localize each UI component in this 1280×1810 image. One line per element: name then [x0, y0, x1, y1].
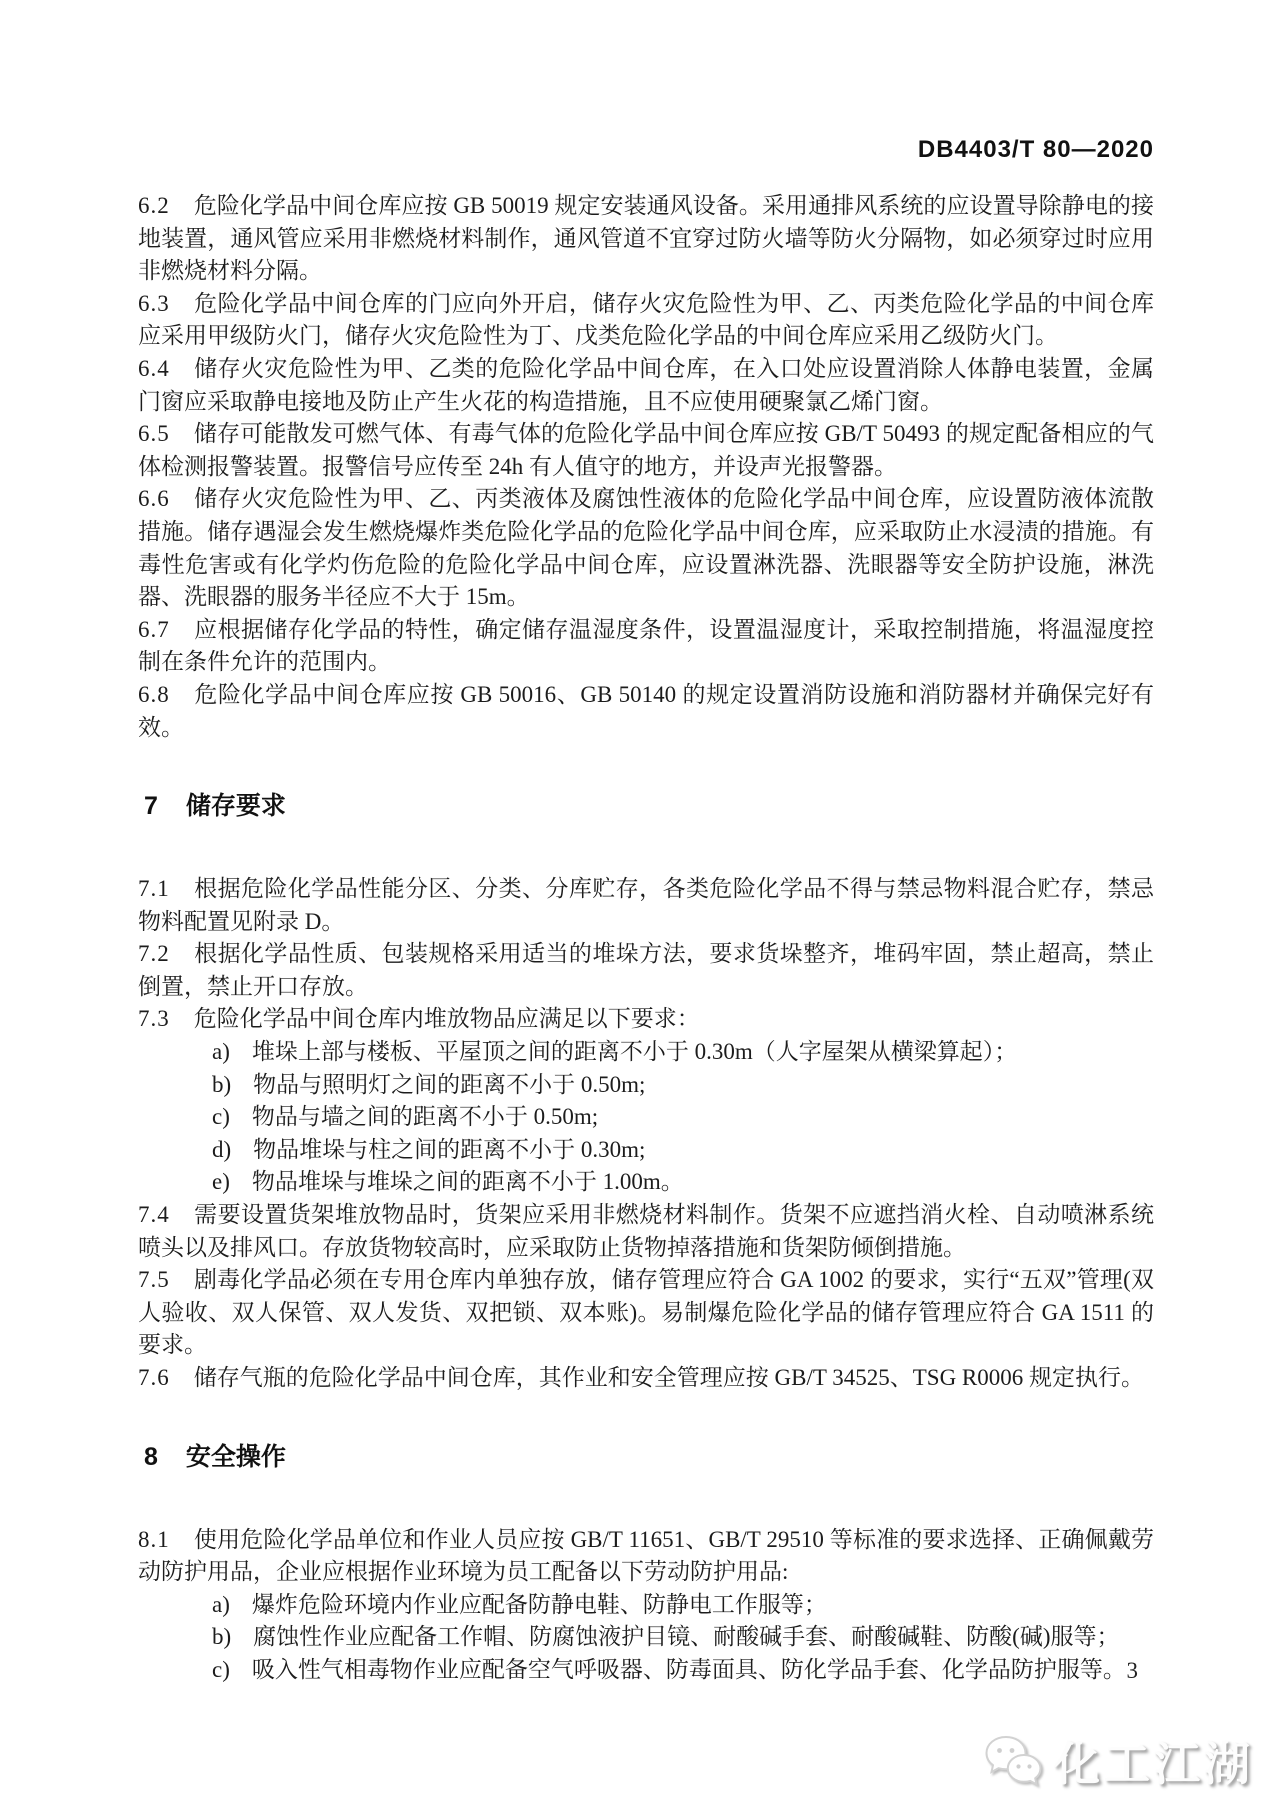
clause-text: 危险化学品中间仓库应按 GB 50019 规定安装通风设备。采用通排风系统的应设置导除静电的接地装置，通风管应采用非燃烧材料制作，通风管道不宜穿过防火墙等防火分隔物，如必须穿过时应用非燃烧材料分隔。 [138, 193, 1154, 284]
list-text: 爆炸危险环境内作业应配备防静电鞋、防静电工作服等； [251, 1591, 827, 1617]
clause-number: 6.4 [138, 355, 170, 381]
clause-7-5 [138, 1264, 1154, 1362]
clause-6-8 [138, 679, 1154, 744]
clause-number: 7.4 [138, 1202, 170, 1228]
clause-6-3 [138, 288, 1154, 353]
clause-6-5 [138, 418, 1154, 483]
list-item-8-1-b [138, 1621, 1154, 1654]
document-body [138, 190, 1154, 1687]
clause-6-2 [138, 190, 1154, 288]
page-number: 3 [1126, 1658, 1138, 1683]
clause-text: 使用危险化学品单位和作业人员应按 GB/T 11651、GB/T 29510 等标准的要求选择、正确佩戴劳动防护用品，企业应根据作业环境为员工配备以下劳动防护用品: [138, 1526, 1154, 1585]
clause-number: 8.1 [138, 1526, 170, 1552]
clause-number: 6.3 [138, 290, 170, 316]
clause-text: 剧毒化学品必须在专用仓库内单独存放，储存管理应符合 GA 1002 的要求，实行“五双”管理(双人验收、双人保管、双人发货、双把锁、双本账)。易制爆危险化学品的储存管理应符合 GA 1511 的要求。 [138, 1267, 1154, 1358]
list-item-7-3-e [138, 1166, 1154, 1199]
section-title: 安全操作 [185, 1442, 286, 1471]
clause-number: 7.1 [138, 876, 170, 902]
list-item-8-1-a [138, 1589, 1154, 1622]
clause-text: 储存火灾危险性为甲、乙、丙类液体及腐蚀性液体的危险化学品中间仓库，应设置防液体流散措施。储存遇湿会发生燃烧爆炸类危险化学品的危险化学品中间仓库，应采取防止水浸渍的措施。有毒性危害或有化学灼伤危险的危险化学品中间仓库，应设置淋洗器、洗眼器等安全防护设施，淋洗器、洗眼器的服务半径应不大于 15m。 [138, 486, 1154, 610]
clause-text: 储存可能散发可燃气体、有毒气体的危险化学品中间仓库应按 GB/T 50493 的规定配备相应的气体检测报警装置。报警信号应传至 24h 有人值守的地方，并设声光报警器。 [138, 421, 1154, 479]
clause-number: 6.8 [138, 681, 170, 707]
clause-text: 危险化学品中间仓库应按 GB 50016、GB 50140 的规定设置消防设施和消防器材并确保完好有效。 [138, 681, 1154, 740]
list-text: 物品堆垛与柱之间的距离不小于 0.30m; [253, 1136, 646, 1162]
list-text: 物品与墙之间的距离不小于 0.50m; [251, 1104, 599, 1130]
wechat-icon [982, 1733, 1044, 1789]
clause-text: 危险化学品中间仓库内堆放物品应满足以下要求： [193, 1006, 700, 1032]
clause-text: 需要设置货架堆放物品时，货架应采用非燃烧材料制作。货架不应遮挡消火栓、自动喷淋系统喷头以及排风口。存放货物较高时，应采取防止货物掉落措施和货架防倾倒措施。 [138, 1202, 1154, 1260]
list-text: 物品堆垛与堆垛之间的距离不小于 1.00m。 [251, 1169, 684, 1195]
list-letter: a) [212, 1039, 230, 1065]
list-item-7-3-d [138, 1134, 1154, 1167]
list-text: 吸入性气相毒物作业应配备空气呼吸器、防毒面具、防化学品手套、化学品防护服等。 [251, 1656, 1126, 1682]
list-text: 腐蚀性作业应配备工作帽、防腐蚀液护目镜、耐酸碱手套、耐酸碱鞋、防酸(碱)服等； [253, 1624, 1120, 1650]
list-item-7-3-a [138, 1036, 1154, 1069]
section-title: 储存要求 [185, 792, 286, 821]
standard-number: DB4403/T 80—2020 [917, 136, 1154, 163]
clause-6-4 [138, 353, 1154, 418]
clause-7-4 [138, 1199, 1154, 1264]
clause-number: 7.5 [138, 1267, 170, 1293]
list-item-8-1-c [138, 1654, 1154, 1687]
clause-number: 7.2 [138, 941, 170, 967]
watermark [982, 1728, 1254, 1794]
clause-number: 6.7 [138, 616, 170, 642]
clause-text: 应根据储存化学品的特性，确定储存温湿度条件，设置温湿度计，采取控制措施，将温湿度控制在条件允许的范围内。 [138, 616, 1154, 675]
watermark-label: 化工江湖 [1054, 1738, 1254, 1790]
clause-number: 7.3 [138, 1006, 170, 1032]
clause-text: 储存气瓶的危险化学品中间仓库，其作业和安全管理应按 GB/T 34525、TSG R0006 规定执行。 [193, 1365, 1145, 1390]
list-letter: c) [212, 1656, 230, 1682]
section-7-heading [144, 789, 1154, 823]
clause-7-6 [138, 1362, 1154, 1395]
clause-text: 根据危险化学品性能分区、分类、分库贮存，各类危险化学品不得与禁忌物料混合贮存，禁忌物料配置见附录 D。 [138, 876, 1154, 934]
clause-number: 6.2 [138, 193, 170, 218]
clause-text: 危险化学品中间仓库的门应向外开启，储存火灾危险性为甲、乙、丙类危险化学品的中间仓库应采用甲级防火门，储存火灾危险性为丁、戊类危险化学品的中间仓库应采用乙级防火门。 [138, 290, 1154, 349]
list-letter: b) [212, 1624, 232, 1650]
clause-6-7 [138, 614, 1154, 679]
clause-number: 7.6 [138, 1365, 170, 1390]
list-letter: a) [212, 1591, 230, 1617]
list-item-7-3-c [138, 1101, 1154, 1134]
page-header [138, 136, 1154, 164]
clause-7-1 [138, 873, 1154, 938]
clause-number: 6.5 [138, 421, 170, 447]
list-letter: e) [212, 1169, 230, 1195]
section-number: 7 [144, 792, 158, 821]
list-item-7-3-b [138, 1069, 1154, 1102]
clause-text: 储存火灾危险性为甲、乙类的危险化学品中间仓库，在入口处应设置消除人体静电装置，金属门窗应采取静电接地及防止产生火花的构造措施，且不应使用硬聚氯乙烯门窗。 [138, 355, 1154, 414]
clause-7-2 [138, 938, 1154, 1003]
clause-6-6 [138, 483, 1154, 613]
list-text: 堆垛上部与楼板、平屋顶之间的距离不小于 0.30m（人字屋架从横梁算起）； [251, 1039, 1018, 1065]
clause-8-1 [138, 1524, 1154, 1589]
section-number: 8 [144, 1442, 158, 1471]
clause-text: 根据化学品性质、包装规格采用适当的堆垛方法，要求货垛整齐，堆码牢固，禁止超高，禁止倒置，禁止开口存放。 [138, 941, 1154, 999]
list-text: 物品与照明灯之间的距离不小于 0.50m; [253, 1071, 646, 1097]
section-8-heading [144, 1440, 1154, 1474]
list-letter: c) [212, 1104, 230, 1130]
list-letter: d) [212, 1136, 232, 1162]
list-letter: b) [212, 1071, 232, 1097]
clause-7-3 [138, 1003, 1154, 1036]
clause-number: 6.6 [138, 486, 170, 512]
